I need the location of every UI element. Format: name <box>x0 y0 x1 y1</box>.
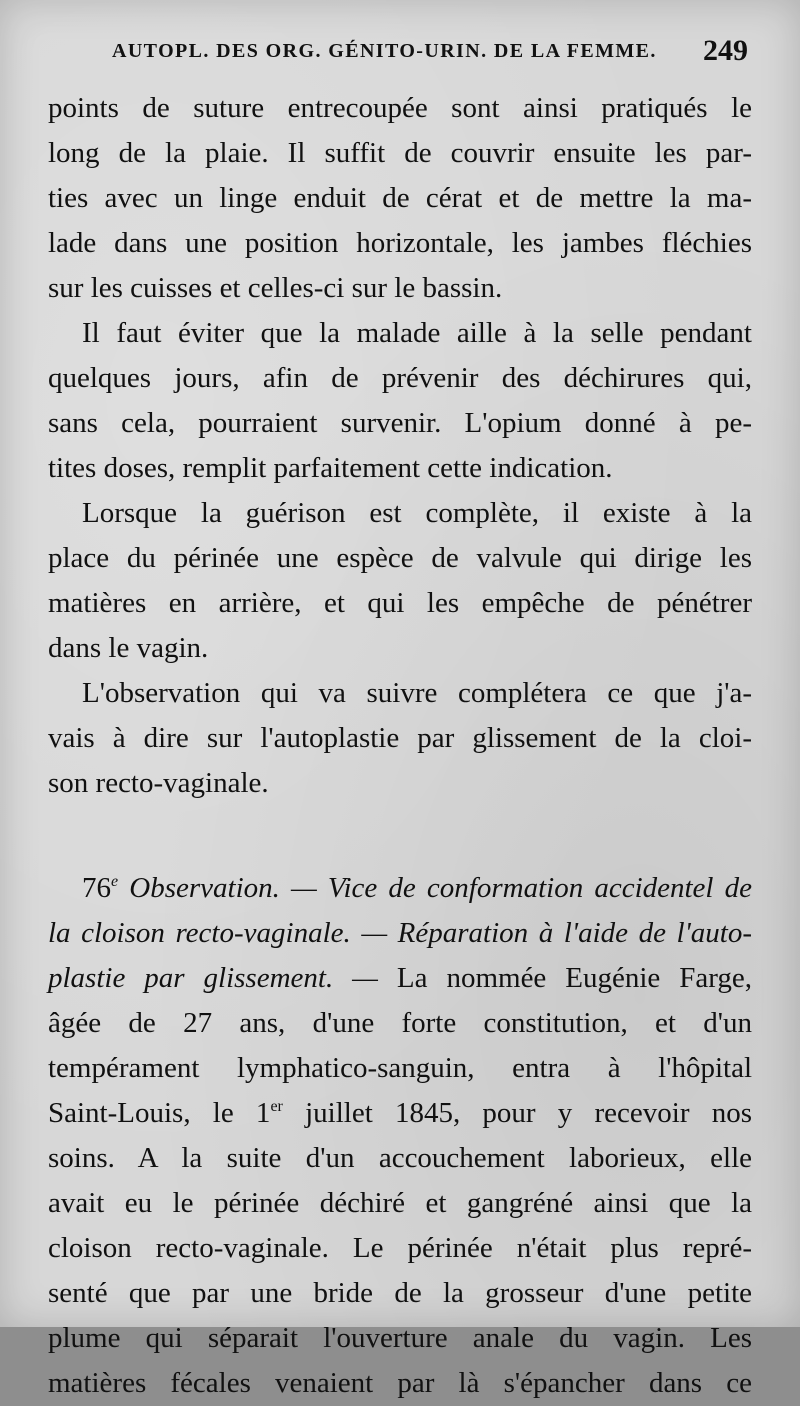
text-line: vais à dire sur l'autoplastie par glissement de la cloi- <box>48 722 752 754</box>
text-line: dans le vagin. <box>48 632 209 664</box>
text-line <box>48 1091 752 1136</box>
text-line: sur les cuisses et celles-ci sur le bassin. <box>48 272 503 304</box>
text-line: âgée de 27 ans, d'une forte constitution, et d'un <box>48 1007 752 1039</box>
running-title: AUTOPL. DES ORG. GÉNITO-URIN. DE LA FEMME. <box>112 40 657 62</box>
observation-heading-end: plastie par glissement. — <box>48 962 378 994</box>
running-head <box>0 34 800 68</box>
observation-heading-line: la cloison recto-vaginale. — Réparation à l'aide de l'auto- <box>48 917 752 949</box>
text-line: Lorsque la guérison est complète, il existe à la <box>82 497 752 529</box>
text-line: cloison recto-vaginale. Le périnée n'était plus repré- <box>48 1232 752 1264</box>
text-line: long de la plaie. Il suffit de couvrir ensuite les par- <box>48 137 752 169</box>
text-line: L'observation qui va suivre complétera ce que j'a- <box>82 677 752 709</box>
text-line: soins. A la suite d'un accouchement laborieux, elle <box>48 1142 752 1174</box>
text-line: Il faut éviter que la malade aille à la selle pendant <box>82 317 752 349</box>
text-line: matières fécales venaient par là s'épancher dans ce <box>48 1367 752 1399</box>
text-line: senté que par une bride de la grosseur d'une petite <box>48 1277 752 1309</box>
observation-number-sup: e <box>111 873 119 890</box>
text-line: lade dans une position horizontale, les jambes fléchies <box>48 227 752 259</box>
date-text-end: juillet 1845, pour y recevoir nos <box>282 1097 752 1129</box>
text-line: ties avec un linge enduit de cérat et de mettre la ma- <box>48 182 752 214</box>
observation-text-start: La nommée Eugénie Farge, <box>377 962 752 994</box>
body-text <box>48 86 752 1406</box>
date-text-start: Saint-Louis, le 1 <box>48 1097 271 1129</box>
text-line: plume qui séparait l'ouverture anale du vagin. Les <box>48 1322 752 1354</box>
text-line: points de suture entrecoupée sont ainsi pratiqués le <box>48 92 752 124</box>
text-line: avait eu le périnée déchiré et gangréné ainsi que la <box>48 1187 752 1219</box>
text-line: tites doses, remplit parfaitement cette indication. <box>48 452 613 484</box>
text-line: matières en arrière, et qui les empêche de pénétrer <box>48 587 752 619</box>
date-sup: er <box>270 1098 283 1115</box>
observation-heading-text: Observation. — Vice de conformation accidentel de <box>129 872 752 904</box>
section-gap <box>48 806 752 866</box>
text-line: tempérament lymphatico-sanguin, entra à l'hôpital <box>48 1052 752 1084</box>
text-line: sans cela, pourraient survenir. L'opium donné à pe- <box>48 407 752 439</box>
observation-number: 76 <box>82 872 111 904</box>
text-line <box>48 956 752 1001</box>
text-line: quelques jours, afin de prévenir des déchirures qui, <box>48 362 752 394</box>
text-line: place du périnée une espèce de valvule qui dirige les <box>48 542 752 574</box>
observation-heading <box>48 866 752 911</box>
page-number: 249 <box>703 34 748 67</box>
text-line: son recto-vaginale. <box>48 767 269 799</box>
